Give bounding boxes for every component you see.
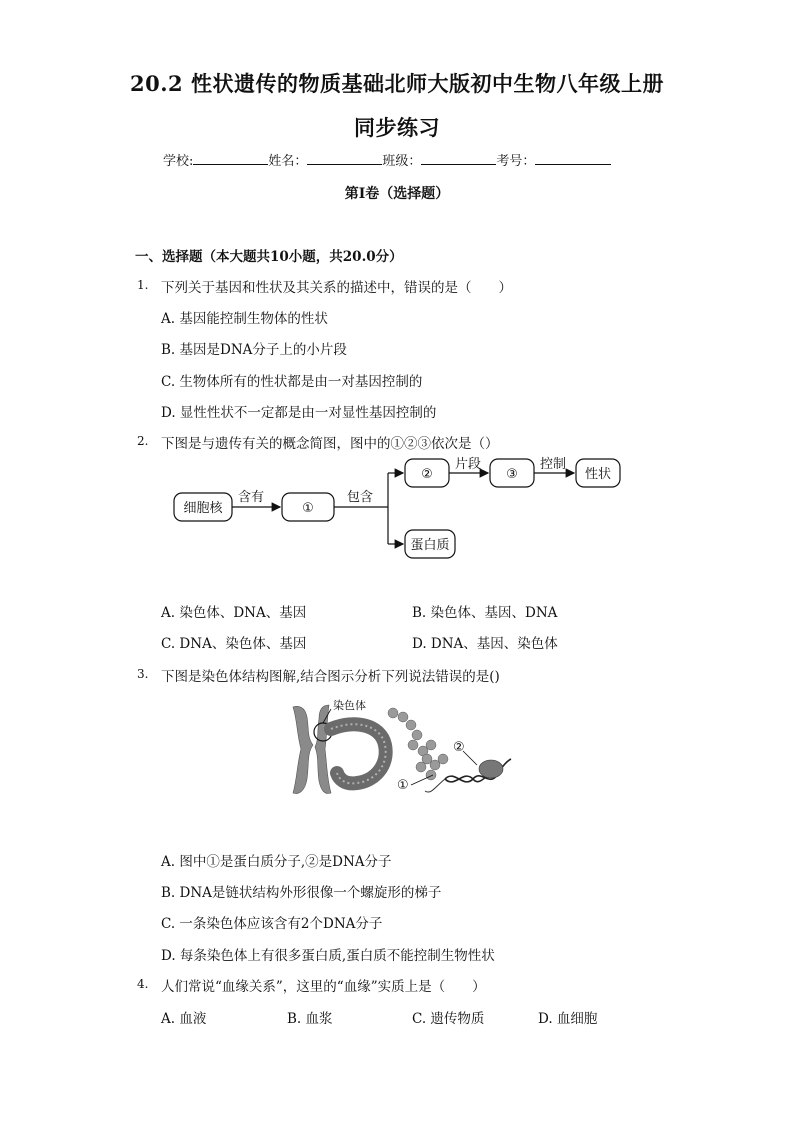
- q1-number: 1.: [137, 278, 149, 292]
- label-1: ①: [397, 778, 409, 793]
- class-label: 班级：: [382, 154, 422, 169]
- q1-stem: 下列关于基因和性状及其关系的描述中，错误的是（ ）: [161, 280, 512, 296]
- q2-option-b[interactable]: B. 染色体、基因、DNA: [412, 605, 558, 621]
- q2-stem: 下图是与遗传有关的概念简图，图中的①②③依次是（）: [161, 436, 499, 452]
- school-label: 学校:: [163, 154, 194, 169]
- label-2-leader-line: [463, 751, 477, 765]
- q2-number: 2.: [137, 434, 149, 448]
- q4-option-c[interactable]: C. 遗传物质: [412, 1011, 485, 1027]
- class-blank[interactable]: [421, 152, 496, 165]
- q4-option-b[interactable]: B. 血浆: [287, 1011, 333, 1027]
- concept-contains2-label: 包含: [346, 490, 374, 505]
- q3-option-c[interactable]: C. 一条染色体应该含有2个DNA分子: [161, 916, 383, 932]
- label-chromosome: 染色体: [333, 699, 366, 712]
- label-2: ②: [453, 740, 465, 755]
- nucleosome-beads: [388, 708, 448, 780]
- q4-option-d[interactable]: D. 血细胞: [538, 1011, 598, 1027]
- q1-option-a[interactable]: A. 基因能控制生物体的性状: [161, 311, 328, 327]
- exam-no-label: 考号：: [496, 154, 536, 169]
- school-blank[interactable]: [193, 152, 268, 165]
- chromosome-structure-figure: [285, 695, 525, 810]
- concept-node1-label: ①: [302, 501, 314, 516]
- concept-protein-label: 蛋白质: [410, 538, 450, 553]
- concept-map-diagram: [170, 455, 630, 565]
- concept-control-label: 控制: [539, 457, 567, 472]
- q2-option-d[interactable]: D. DNA、基因、染色体: [412, 636, 558, 652]
- volume-title: 第I卷（选择题）: [344, 186, 450, 202]
- concept-fragment-label: 片段: [454, 457, 482, 472]
- exam-no-blank[interactable]: [535, 152, 611, 165]
- student-info-line: [163, 150, 611, 169]
- concept-contains1-label: 含有: [237, 490, 265, 505]
- concept-trait-label: 性状: [584, 467, 612, 482]
- q4-number: 4.: [137, 977, 149, 991]
- concept-node3-label: ③: [506, 467, 518, 482]
- coiled-fiber: [331, 724, 386, 783]
- concept-node2-label: ②: [421, 467, 433, 482]
- q3-option-a[interactable]: A. 图中①是蛋白质分子,②是DNA分子: [161, 854, 392, 870]
- q1-option-c[interactable]: C. 生物体所有的性状都是由一对基因控制的: [161, 374, 423, 390]
- name-blank[interactable]: [307, 152, 382, 165]
- dna-coil: [479, 760, 503, 778]
- q4-stem: 人们常说“血缘关系”，这里的“血缘”实质上是（ ）: [161, 979, 486, 995]
- name-label: 姓名：: [268, 154, 308, 169]
- q3-option-b[interactable]: B. DNA是链状结构外形很像一个螺旋形的梯子: [161, 885, 442, 901]
- doc-title-line2: 同步练习: [354, 115, 440, 140]
- section-title: 一、选择题（本大题共10小题，共20.0分）: [135, 249, 403, 265]
- q3-number: 3.: [137, 667, 149, 681]
- q3-stem: 下图是染色体结构图解,结合图示分析下列说法错误的是(): [161, 669, 500, 685]
- q3-option-d[interactable]: D. 每条染色体上有很多蛋白质,蛋白质不能控制生物性状: [161, 948, 495, 964]
- q1-option-b[interactable]: B. 基因是DNA分子上的小片段: [161, 342, 347, 358]
- concept-nucleus-label: 细胞核: [183, 501, 223, 516]
- doc-title-line1: 20.2 性状遗传的物质基础北师大版初中生物八年级上册: [130, 71, 664, 96]
- q2-option-a[interactable]: A. 染色体、DNA、基因: [161, 605, 307, 621]
- q2-option-c[interactable]: C. DNA、染色体、基因: [161, 636, 307, 652]
- q1-option-d[interactable]: D. 显性性状不一定都是由一对显性基因控制的: [161, 405, 437, 421]
- dna-tail: [425, 779, 445, 792]
- q4-option-a[interactable]: A. 血液: [161, 1011, 207, 1027]
